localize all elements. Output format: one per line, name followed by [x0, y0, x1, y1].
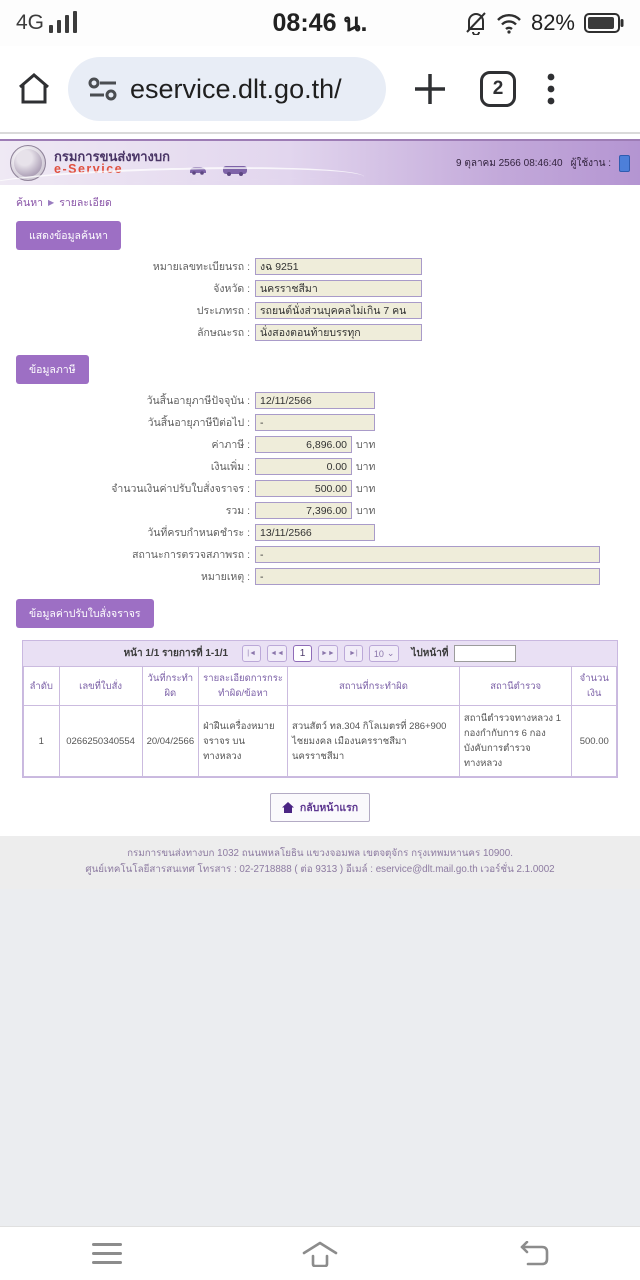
surcharge-label: เงินเพิ่ม : — [210, 461, 250, 473]
col-offense-date: วันที่กระทำผิด — [142, 667, 199, 706]
webpage-content — [0, 134, 640, 889]
breadcrumb-search-link[interactable]: ค้นหา — [16, 197, 44, 209]
province-label: จังหวัด : — [213, 283, 250, 295]
footer-address: กรมการขนส่งทางบก 1032 ถนนพหลโยธิน แขวงจอมพล เขตจตุจักร กรุงเทพมหานคร 10900. — [127, 848, 513, 859]
car-icon — [188, 164, 208, 175]
cell-ticket-no: 0266250340554 — [59, 706, 142, 777]
field-row — [0, 524, 640, 541]
van-icon — [222, 164, 248, 176]
inspection-status-field[interactable] — [255, 546, 600, 563]
wifi-icon — [496, 12, 522, 34]
battery-icon — [584, 12, 624, 34]
tab-switcher-button[interactable] — [480, 71, 516, 107]
next-page-button[interactable]: ►► — [318, 645, 338, 662]
fine-amount-field[interactable] — [255, 480, 352, 497]
search-info-form — [0, 258, 640, 341]
new-tab-button[interactable] — [412, 71, 448, 107]
table-row — [24, 706, 617, 777]
field-row — [0, 392, 640, 409]
back-nav-button[interactable] — [427, 1241, 640, 1267]
fines-table — [23, 666, 617, 777]
fine-section-title: ข้อมูลค่าปรับใบสั่งจราจร — [16, 599, 154, 628]
breadcrumb-arrow-icon: ▶ — [48, 198, 55, 207]
site-header-banner — [0, 139, 640, 185]
user-avatar-chip[interactable] — [619, 155, 630, 172]
tax-amount-field[interactable] — [255, 436, 352, 453]
header-datetime: 9 ตุลาคม 2566 08:46:40 — [455, 157, 563, 169]
browser-home-button[interactable] — [14, 69, 54, 109]
footer-contact: ศูนย์เทคโนโลยีสารสนเทศ โทรสาร : 02-2718888 ( ต่อ 9313 ) อีเมล์ : eservice@dlt.mail.go.th เวอร์ชั่น 2.1.0002 — [85, 863, 555, 875]
tax-info-form — [0, 392, 640, 585]
total-label: รวม : — [225, 505, 250, 517]
province-field[interactable] — [255, 280, 422, 297]
field-row — [0, 546, 640, 563]
field-row — [0, 324, 640, 341]
prev-page-button[interactable]: ◄◄ — [267, 645, 287, 662]
back-home-label: กลับหน้าแรก — [299, 802, 359, 814]
field-row — [0, 568, 640, 585]
due-date-label: วันที่ครบกำหนดชำระ : — [147, 527, 250, 539]
field-row — [0, 414, 640, 431]
battery-percent-label: 82% — [530, 10, 575, 35]
site-footer — [0, 836, 640, 889]
org-name: กรมการขนส่งทางบก — [54, 148, 170, 164]
field-row — [0, 480, 640, 497]
url-bar[interactable] — [68, 57, 386, 121]
home-icon — [282, 802, 294, 813]
col-offense-place: สถานที่กระทำผิด — [288, 667, 460, 706]
fine-table-container — [22, 640, 618, 778]
network-type-label: 4G — [16, 11, 45, 34]
tax-expiry-current-label: วันสิ้นอายุภาษีปัจจุบัน : — [146, 395, 250, 407]
body-style-label: ลักษณะรถ : — [197, 327, 250, 339]
tax-expiry-next-field[interactable] — [255, 414, 375, 431]
field-row — [0, 258, 640, 275]
baht-unit-label: บาท — [356, 439, 376, 451]
col-amount: จำนวนเงิน — [572, 667, 617, 706]
surcharge-field[interactable] — [255, 458, 352, 475]
tax-expiry-next-label: วันสิ้นอายุภาษีปีต่อไป : — [147, 417, 250, 429]
tax-expiry-current-field[interactable] — [255, 392, 375, 409]
android-nav-bar — [0, 1226, 640, 1280]
page-background — [0, 889, 640, 1226]
vehicle-type-field[interactable] — [255, 302, 422, 319]
goto-page-input[interactable] — [454, 645, 516, 662]
col-no: ลำดับ — [24, 667, 60, 706]
cell-offense-date: 20/04/2566 — [142, 706, 199, 777]
chevron-down-icon: ⌄ — [386, 648, 395, 658]
total-field[interactable] — [255, 502, 352, 519]
cell-police-station: สถานีตำรวจทางหลวง 1 กองกำกับการ 6 กองบังคับการตำรวจทางหลวง — [459, 706, 572, 777]
back-home-button[interactable] — [270, 793, 370, 822]
vehicle-type-label: ประเภทรถ : — [196, 305, 250, 317]
body-style-field[interactable] — [255, 324, 422, 341]
cell-offense-detail: ฝ่าฝืนเครื่องหมายจราจร บนทางหลวง — [199, 706, 288, 777]
remark-label: หมายเหตุ : — [200, 571, 250, 583]
cell-amount: 500.00 — [572, 706, 617, 777]
first-page-button[interactable]: |◄ — [242, 645, 261, 662]
field-row — [0, 502, 640, 519]
browser-toolbar — [0, 46, 640, 134]
col-ticket-no: เลขที่ใบสั่ง — [59, 667, 142, 706]
fine-amount-label: จำนวนเงินค่าปรับใบสั่งจราจร : — [111, 483, 250, 495]
search-section-title: แสดงข้อมูลค้นหา — [16, 221, 121, 250]
site-settings-icon[interactable] — [88, 76, 118, 102]
tab-count-label: 2 — [492, 78, 504, 99]
col-offense-detail: รายละเอียดการกระทำผิด/ข้อหา — [199, 667, 288, 706]
page-size-select[interactable] — [369, 645, 400, 662]
plate-number-field[interactable] — [255, 258, 422, 275]
notifications-muted-icon — [465, 11, 487, 35]
back-nav-icon — [516, 1241, 550, 1267]
car-graphics — [188, 164, 248, 176]
breadcrumb — [0, 185, 640, 217]
current-page-button[interactable]: 1 — [293, 645, 312, 662]
baht-unit-label: บาท — [356, 461, 376, 473]
goto-page-label: ไปหน้าที่ — [411, 648, 449, 659]
baht-unit-label: บาท — [356, 505, 376, 517]
home-nav-button[interactable] — [213, 1241, 426, 1267]
due-date-field[interactable] — [255, 524, 375, 541]
field-row — [0, 302, 640, 319]
breadcrumb-detail-label: รายละเอียด — [59, 197, 112, 209]
menu-icon — [92, 1243, 122, 1265]
header-user-label: ผู้ใช้งาน : — [570, 157, 611, 169]
plate-number-label: หมายเลขทะเบียนรถ : — [152, 261, 250, 273]
cell-no: 1 — [24, 706, 60, 777]
baht-unit-label: บาท — [356, 483, 376, 495]
recents-button[interactable] — [0, 1243, 213, 1265]
last-page-button[interactable]: ►| — [344, 645, 363, 662]
col-police-station: สถานีตำรวจ — [459, 667, 572, 706]
home-nav-icon — [301, 1241, 339, 1267]
browser-menu-button[interactable] — [546, 71, 556, 107]
url-text[interactable]: eservice.dlt.go.th/ — [130, 73, 342, 104]
status-bar — [0, 0, 640, 46]
service-name: e-Service — [54, 162, 124, 177]
field-row — [0, 458, 640, 475]
field-row — [0, 280, 640, 297]
dlt-seal-logo — [10, 145, 46, 181]
remark-field[interactable] — [255, 568, 600, 585]
page-size-value: 10 — [373, 648, 384, 659]
clock-label: 08:46 น. — [272, 9, 368, 37]
tax-section-title: ข้อมูลภาษี — [16, 355, 89, 384]
tax-amount-label: ค่าภาษี : — [211, 439, 250, 451]
field-row — [0, 436, 640, 453]
cell-offense-place: สวนสัตว์ ทล.304 กิโลเมตรที่ 286+900 ไชยมงคล เมืองนครราชสีมา นครราชสีมา — [288, 706, 460, 777]
signal-strength-icon — [49, 11, 79, 35]
inspection-status-label: สถานะการตรวจสภาพรถ : — [132, 549, 250, 561]
pagination-summary: หน้า 1/1 รายการที่ 1-1/1 — [123, 648, 229, 659]
fines-table-header-row — [24, 667, 617, 706]
pagination-bar — [23, 641, 617, 666]
